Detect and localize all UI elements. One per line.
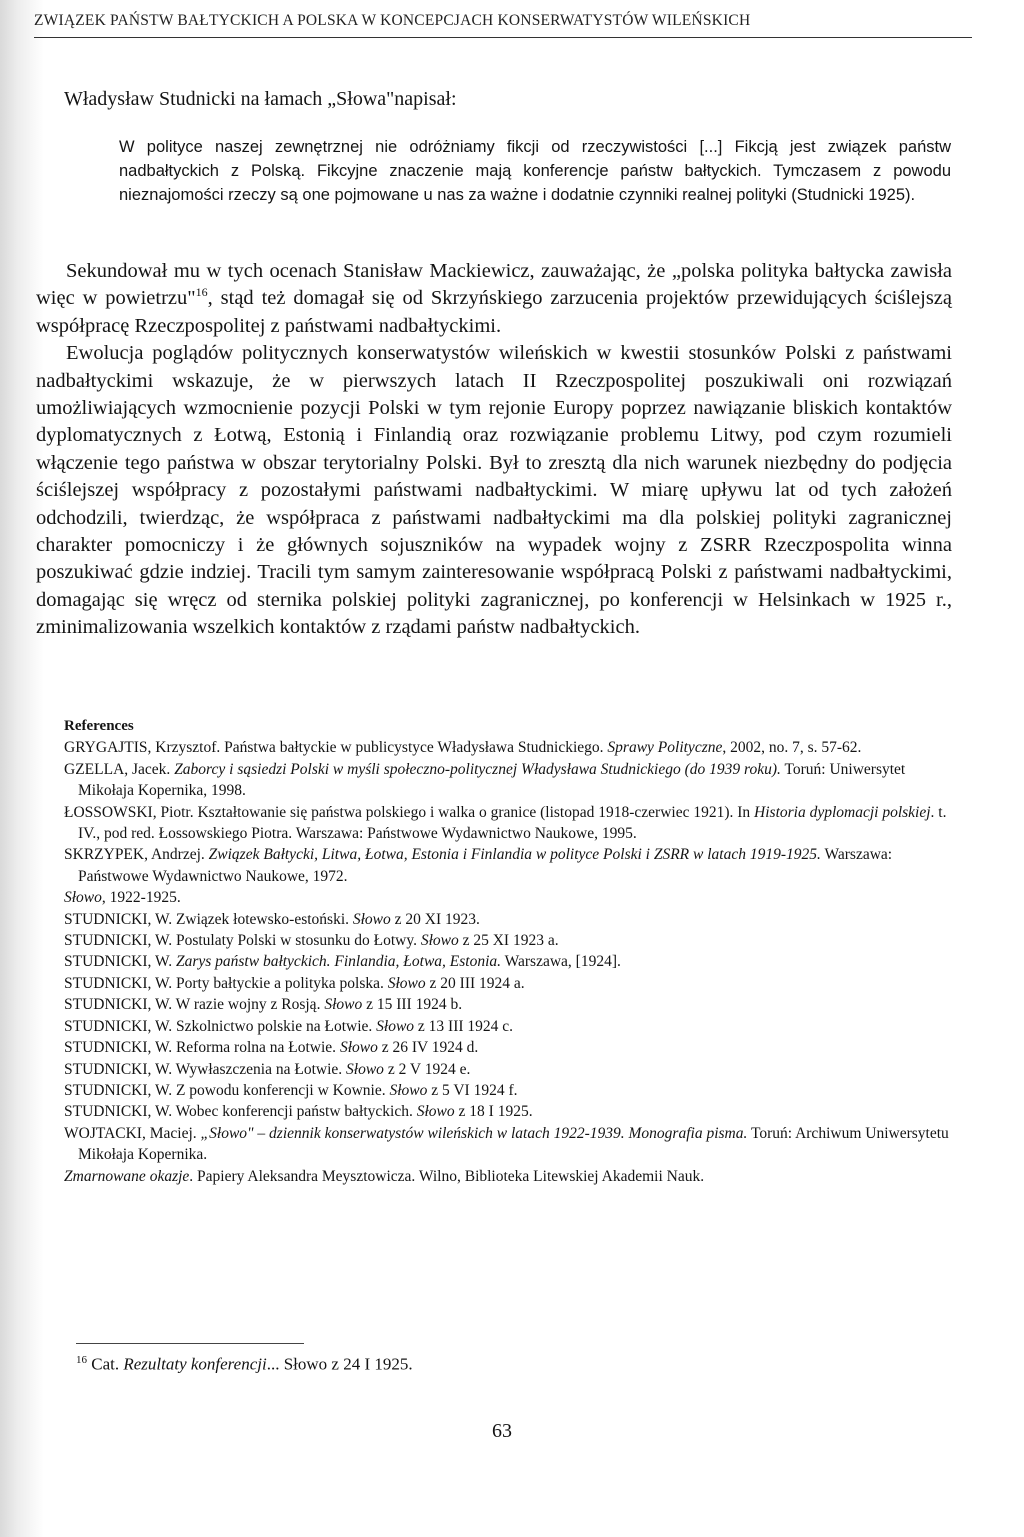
block-quote: W polityce naszej zewnętrznej nie odróżniamy fikcji od rzeczywistości [...] Fikcją jest związek państw nadbałtyckich z Polską. Fikcyjne znaczenie mają konferencje państw bałtyckich. Tymczasem z powodu nieznajomości rzeczy są one pojmowane u nas za ważne i dodatnie czynniki realnej polityki (Studnicki 1925). <box>119 138 951 204</box>
reference-text: Warszawa, [1924]. <box>501 953 621 971</box>
header-rule <box>34 37 972 38</box>
reference-title: Słowo <box>389 1081 428 1099</box>
footnote <box>76 1354 413 1375</box>
reference-text: z 13 III 1924 c. <box>414 1017 514 1035</box>
reference-text: WOJTACKI, Maciej. <box>64 1124 201 1142</box>
footnote-prefix: Cat. <box>87 1354 124 1374</box>
reference-title: Słowo <box>352 910 391 928</box>
reference-text: , 2002, no. 7, s. 57-62. <box>722 739 862 757</box>
reference-title: Słowo <box>416 1103 455 1121</box>
reference-text: GZELLA, Jacek. <box>64 760 175 778</box>
reference-text: STUDNICKI, W. <box>64 953 176 971</box>
footnote-rule <box>76 1343 304 1344</box>
reference-text: STUDNICKI, W. Porty bałtyckie a polityka polska. <box>64 974 388 992</box>
reference-entry <box>64 887 964 908</box>
reference-text: z 5 VI 1924 f. <box>427 1081 518 1099</box>
reference-text: STUDNICKI, W. Wobec konferencji państw bałtyckich. <box>64 1103 417 1121</box>
reference-text: z 2 V 1924 e. <box>383 1060 471 1078</box>
reference-text: STUDNICKI, W. Wywłaszczenia na Łotwie. <box>64 1060 347 1078</box>
paragraph-1-end: , stąd też domagał się od Skrzyńskiego zarzucenia projektów przewidujących ściślejszą współpracę Rzeczpospolitej z państwami nadbałtyckimi. <box>36 287 953 337</box>
reference-title: Związek Bałtycki, Litwa, Łotwa, Estonia i Finlandia w polityce Polski i ZSRR w latach 1919-1925. <box>208 846 821 864</box>
reference-title: Historia dyplomacji polskiej <box>754 803 931 821</box>
reference-title: Słowo <box>64 889 102 907</box>
body-text <box>36 258 952 642</box>
reference-text: . Papiery Aleksandra Meysztowicza. Wilno, Biblioteka Litewskiej Akademii Nauk. <box>189 1167 705 1185</box>
reference-entry <box>64 1123 964 1166</box>
reference-text: , 1922-1925. <box>101 889 181 907</box>
reference-text: STUDNICKI, W. Z powodu konferencji w Kownie. <box>64 1081 390 1099</box>
reference-text: STUDNICKI, W. Postulaty Polski w stosunku do Łotwy. <box>64 932 421 950</box>
reference-entry <box>64 1037 964 1058</box>
paragraph-1-start: Sekundował mu w tych ocenach Stanisław Mackiewicz, zauważając, że „polska polityka bałtycka zawisła więc w powietrzu" <box>36 260 952 310</box>
reference-title: Słowo <box>339 1039 378 1057</box>
footnote-suffix: ... Słowo z 24 I 1925. <box>266 1354 413 1374</box>
reference-entry <box>64 1080 964 1101</box>
references-heading: References <box>64 718 134 734</box>
reference-text: STUDNICKI, W. Reforma rolna na Łotwie. <box>64 1039 340 1057</box>
reference-title: Słowo <box>324 996 363 1014</box>
page-number: 63 <box>492 1420 512 1442</box>
reference-text: GRYGAJTIS, Krzysztof. Państwa bałtyckie w publicystyce Władysława Studnickiego. <box>64 739 608 757</box>
reference-entry <box>64 1166 964 1187</box>
footnote-marker[interactable]: 16 <box>195 285 208 300</box>
reference-text: STUDNICKI, W. Związek łotewsko-estoński. <box>64 910 353 928</box>
footnote-title: Rezultaty konferencji <box>123 1354 267 1374</box>
reference-text: Toruń: Archiwum Uniwersytetu Mikołaja Kopernika. <box>78 1124 949 1164</box>
quote-intro: Władysław Studnicki na łamach „Słowa"napisał: <box>64 88 457 110</box>
reference-text: z 26 IV 1924 d. <box>377 1039 479 1057</box>
reference-text: Warszawa: Państwowe Wydawnictwo Naukowe, 1972. <box>78 846 893 885</box>
reference-entry <box>64 1059 964 1080</box>
footnote-number: 16 <box>76 1354 87 1366</box>
references-section <box>64 716 964 1187</box>
reference-entry <box>64 951 964 972</box>
reference-text: z 20 XI 1923. <box>390 910 480 928</box>
reference-title: Słowo <box>376 1017 415 1035</box>
paragraph-1 <box>36 258 952 340</box>
reference-text: z 18 I 1925. <box>454 1103 533 1121</box>
reference-title: Zmarnowane okazje <box>64 1167 190 1185</box>
reference-text: STUDNICKI, W. Szkolnictwo polskie na Łotwie. <box>64 1017 377 1035</box>
reference-entry <box>64 973 964 994</box>
reference-text: ŁOSSOWSKI, Piotr. Kształtowanie się państwa polskiego i walka o granice (listopad 1918-czerwiec 1921). In <box>64 803 755 821</box>
reference-entry <box>64 802 964 845</box>
reference-text: Toruń: Uniwersytet Mikołaja Kopernika, 1998. <box>78 760 906 800</box>
reference-entry <box>64 909 964 930</box>
reference-text: STUDNICKI, W. W razie wojny z Rosją. <box>64 996 325 1014</box>
reference-title: Słowo <box>420 932 459 950</box>
reference-title: Zarys państw bałtyckich. Finlandia, Łotwa, Estonia. <box>175 953 502 971</box>
reference-title: Słowo <box>346 1060 384 1078</box>
reference-text: z 15 III 1924 b. <box>362 996 463 1014</box>
reference-entry <box>64 737 964 758</box>
reference-title: „Słowo" – dziennik konserwatystów wileńskich w latach 1922-1939. Monografia pisma. <box>200 1124 748 1142</box>
references-list <box>64 737 964 1187</box>
book-spine-shadow <box>0 0 44 1537</box>
reference-title: Zaborcy i sąsiedzi Polski w myśli społeczno-politycznej Władysława Studnickiego (do 1939 roku). <box>174 760 781 778</box>
reference-entry <box>64 994 964 1015</box>
reference-entry <box>64 1101 964 1122</box>
reference-text: z 20 III 1924 a. <box>425 974 525 992</box>
reference-text: . t. IV., pod red. Łossowskiego Piotra. Warszawa: Państwowe Wydawnictwo Naukowe, 1995. <box>78 803 947 843</box>
reference-text: z 25 XI 1923 a. <box>458 932 559 950</box>
reference-entry <box>64 1016 964 1037</box>
reference-entry <box>64 759 964 802</box>
reference-entry <box>64 844 964 887</box>
reference-title: Słowo <box>387 974 426 992</box>
running-header: ZWIĄZEK PAŃSTW BAŁTYCKICH A POLSKA W KONCEPCJACH KONSERWATYSTÓW WILEŃSKICH <box>34 12 751 29</box>
reference-title: Sprawy Polityczne <box>607 739 723 757</box>
reference-text: SKRZYPEK, Andrzej. <box>64 846 209 864</box>
paragraph-2: Ewolucja poglądów politycznych konserwatystów wileńskich w kwestii stosunków Polski z państwami nadbałtyckimi wskazuje, że w pierwszych latach II Rzeczpospolitej poszukiwali oni rozwiązań umożliwiających wzmocnienie pozycji Polski w tym rejonie Europy poprzez nawiązanie bliskich kontaktów dyplomatycznych z Łotwą, Estonią i Finlandią oraz rozwiązanie problemu Litwy, pod czym rozumieli włączenie tego państwa w obszar terytorialny Polski. Był to zresztą dla nich warunek niezbędny do podjęcia ściślejszej współpracy z pozostałymi państwami nadbałtyckimi. W miarę upływu lat od tych założeń odchodzili, twierdząc, że współpraca z państwami nadbałtyckimi ma dla polskiej polityki zagranicznej charakter pomocniczy i że głównych sojuszników na wypadek wojny z ZSRR Rzeczpospolita winna poszukiwać gdzie indziej. Tracili tym samym zainteresowanie współpracą Polski z państwami nadbałtyckimi, domagając się wręcz od sternika polskiej polityki zagranicznej, po konferencji w Helsinkach w 1925 r., zminimalizowania wszelkich kontaktów z rządami państw nadbałtyckich. <box>36 342 952 639</box>
reference-entry <box>64 930 964 951</box>
